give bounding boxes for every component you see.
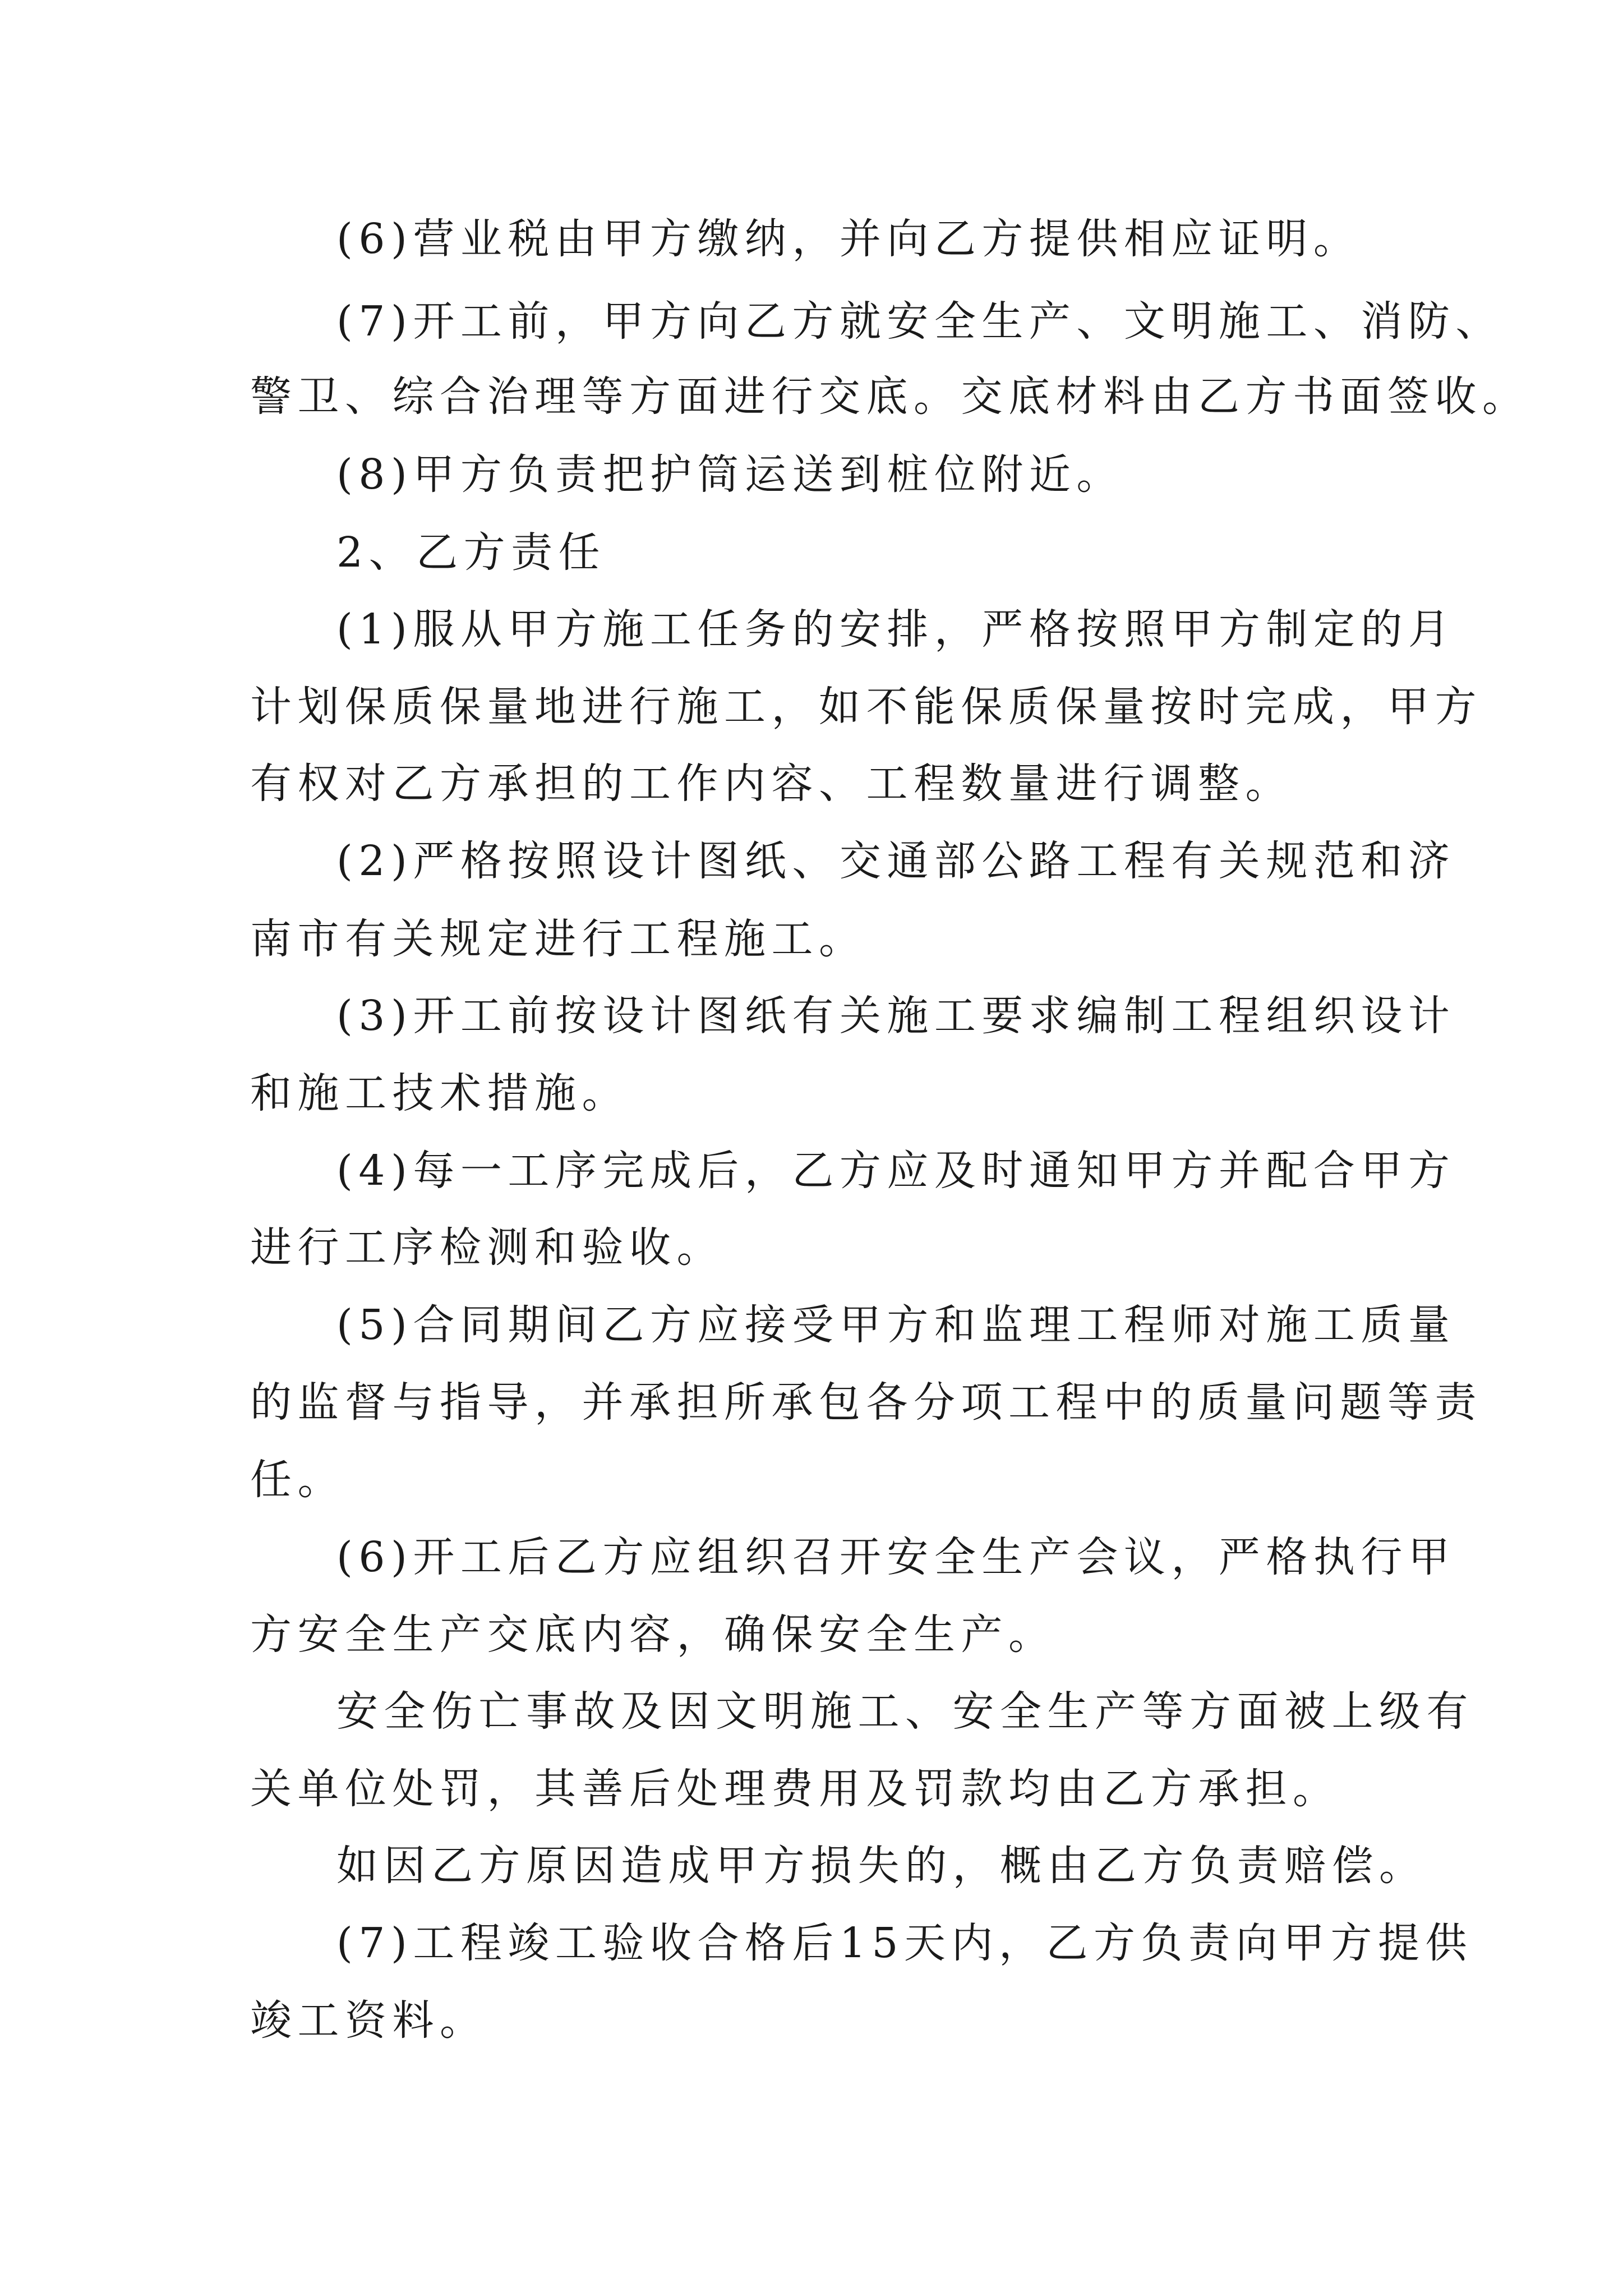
text-line: (8)甲方负责把护筒运送到桩位附近。 [336,450,1124,499]
text-line: 安全伤亡事故及因文明施工、安全生产等方面被上级有 [336,1687,1474,1736]
section-heading: 2、乙方责任 [336,528,606,577]
text-line: (2)严格按照设计图纸、交通部公路工程有关规范和济 [336,837,1456,885]
text-line: (6)开工后乙方应组织召开安全生产会议，严格执行甲 [336,1533,1456,1581]
text-line: 计划保质保量地进行施工，如不能保质保量按时完成，甲方 [250,683,1482,731]
text-line: (7)开工前，甲方向乙方就安全生产、文明施工、消防、 [336,297,1503,346]
text-line: (4)每一工序完成后，乙方应及时通知甲方并配合甲方 [336,1147,1456,1195]
text-line: (5)合同期间乙方应接受甲方和监理工程师对施工质量 [336,1301,1456,1349]
text-line: 如因乙方原因造成甲方损失的，概由乙方负责赔偿。 [336,1842,1427,1890]
text-line: (6)营业税由甲方缴纳，并向乙方提供相应证明。 [336,215,1361,263]
text-line: 方安全生产交底内容，确保安全生产。 [250,1611,1056,1659]
text-line: 进行工序检测和验收。 [250,1223,724,1272]
text-line: 的监督与指导，并承担所承包各分项工程中的质量问题等责 [250,1378,1482,1427]
text-line: 竣工资料。 [250,1996,487,2045]
text-line: 南市有关规定进行工程施工。 [250,915,866,963]
text-line: 警卫、综合治理等方面进行交底。交底材料由乙方书面签收。 [250,372,1530,421]
text-line: 有权对乙方承担的工作内容、工程数量进行调整。 [250,760,1293,808]
text-line: (1)服从甲方施工任务的安排，严格按照甲方制定的月 [336,605,1456,654]
text-line: (7)工程竣工验收合格后15天内，乙方负责向甲方提供 [336,1919,1473,1967]
text-line: 关单位处罚，其善后处理费用及罚款均由乙方承担。 [250,1765,1340,1813]
text-line: 任。 [250,1456,345,1504]
text-line: (3)开工前按设计图纸有关施工要求编制工程组织设计 [336,992,1456,1040]
text-line: 和施工技术措施。 [250,1069,629,1117]
